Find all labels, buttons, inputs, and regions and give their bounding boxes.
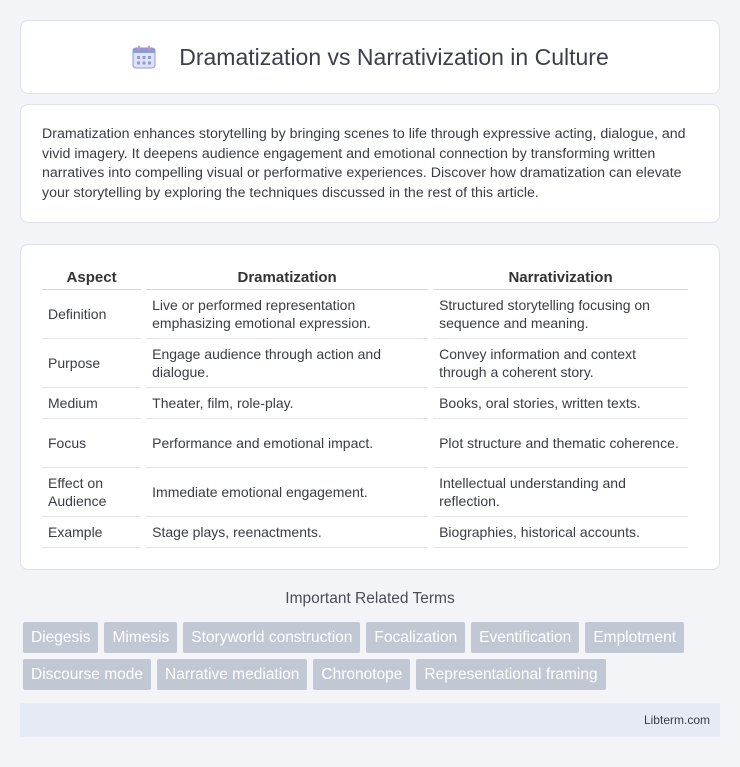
row-aspect: Example: [42, 517, 141, 548]
comparison-table-card: [20, 244, 720, 570]
tag-storyworld-construction[interactable]: Storyworld construction: [183, 622, 360, 653]
tag-emplotment[interactable]: Emplotment: [585, 622, 684, 653]
row-dramatization: Engage audience through action and dialogue.: [146, 339, 428, 388]
row-narrativization: Books, oral stories, written texts.: [433, 388, 688, 419]
header-aspect: Aspect: [42, 265, 141, 290]
intro-card: [20, 104, 720, 223]
row-dramatization: Live or performed representation emphasizing emotional expression.: [146, 290, 428, 339]
tag-discourse-mode[interactable]: Discourse mode: [23, 659, 151, 690]
tag-focalization[interactable]: Focalization: [366, 622, 465, 653]
tag-mimesis[interactable]: Mimesis: [104, 622, 177, 653]
tag-narrative-mediation[interactable]: Narrative mediation: [157, 659, 307, 690]
table-row: [42, 388, 688, 419]
related-terms-title: Important Related Terms: [285, 590, 455, 607]
header-dramatization: Dramatization: [146, 265, 428, 290]
row-aspect: Medium: [42, 388, 141, 419]
table-row: [42, 290, 688, 339]
page-title: Dramatization vs Narrativization in Culture: [179, 43, 609, 70]
tag-chronotope[interactable]: Chronotope: [313, 659, 410, 690]
related-terms-tags: [23, 622, 723, 696]
row-aspect: Purpose: [42, 339, 141, 388]
row-narrativization: Intellectual understanding and reflection.: [433, 468, 688, 517]
header-card: [20, 20, 720, 94]
intro-paragraph: Dramatization enhances storytelling by bringing scenes to life through expressive acting, dialogue, and vivid imagery. It deepens audience engagement and emotional connection by transforming written narratives into compelling visual or performative experiences. Discover how dramatization can elevate your storytelling by exploring the techniques discussed in the rest of this article.: [42, 126, 686, 201]
row-aspect: Focus: [42, 419, 141, 468]
row-aspect: Effect on Audience: [42, 468, 141, 517]
header-narrativization: Narrativization: [433, 265, 688, 290]
row-narrativization: Biographies, historical accounts.: [433, 517, 688, 548]
table-row: [42, 339, 688, 388]
table-row: [42, 517, 688, 548]
row-narrativization: Plot structure and thematic coherence.: [433, 419, 688, 468]
row-dramatization: Immediate emotional engagement.: [146, 468, 428, 517]
table-row: [42, 419, 688, 468]
comparison-table: [37, 265, 693, 548]
row-aspect: Definition: [42, 290, 141, 339]
row-dramatization: Performance and emotional impact.: [146, 419, 428, 468]
footer: [20, 703, 720, 737]
row-dramatization: Stage plays, reenactments.: [146, 517, 428, 548]
row-narrativization: Structured storytelling focusing on sequence and meaning.: [433, 290, 688, 339]
tag-representational-framing[interactable]: Representational framing: [416, 659, 605, 690]
tag-eventification[interactable]: Eventification: [471, 622, 579, 653]
table-row: [42, 468, 688, 517]
tag-diegesis[interactable]: Diegesis: [23, 622, 98, 653]
calendar-grid-icon: [131, 44, 157, 70]
row-narrativization: Convey information and context through a coherent story.: [433, 339, 688, 388]
table-header-row: [42, 265, 688, 290]
footer-site-link[interactable]: Libterm.com: [643, 713, 710, 727]
row-dramatization: Theater, film, role-play.: [146, 388, 428, 419]
